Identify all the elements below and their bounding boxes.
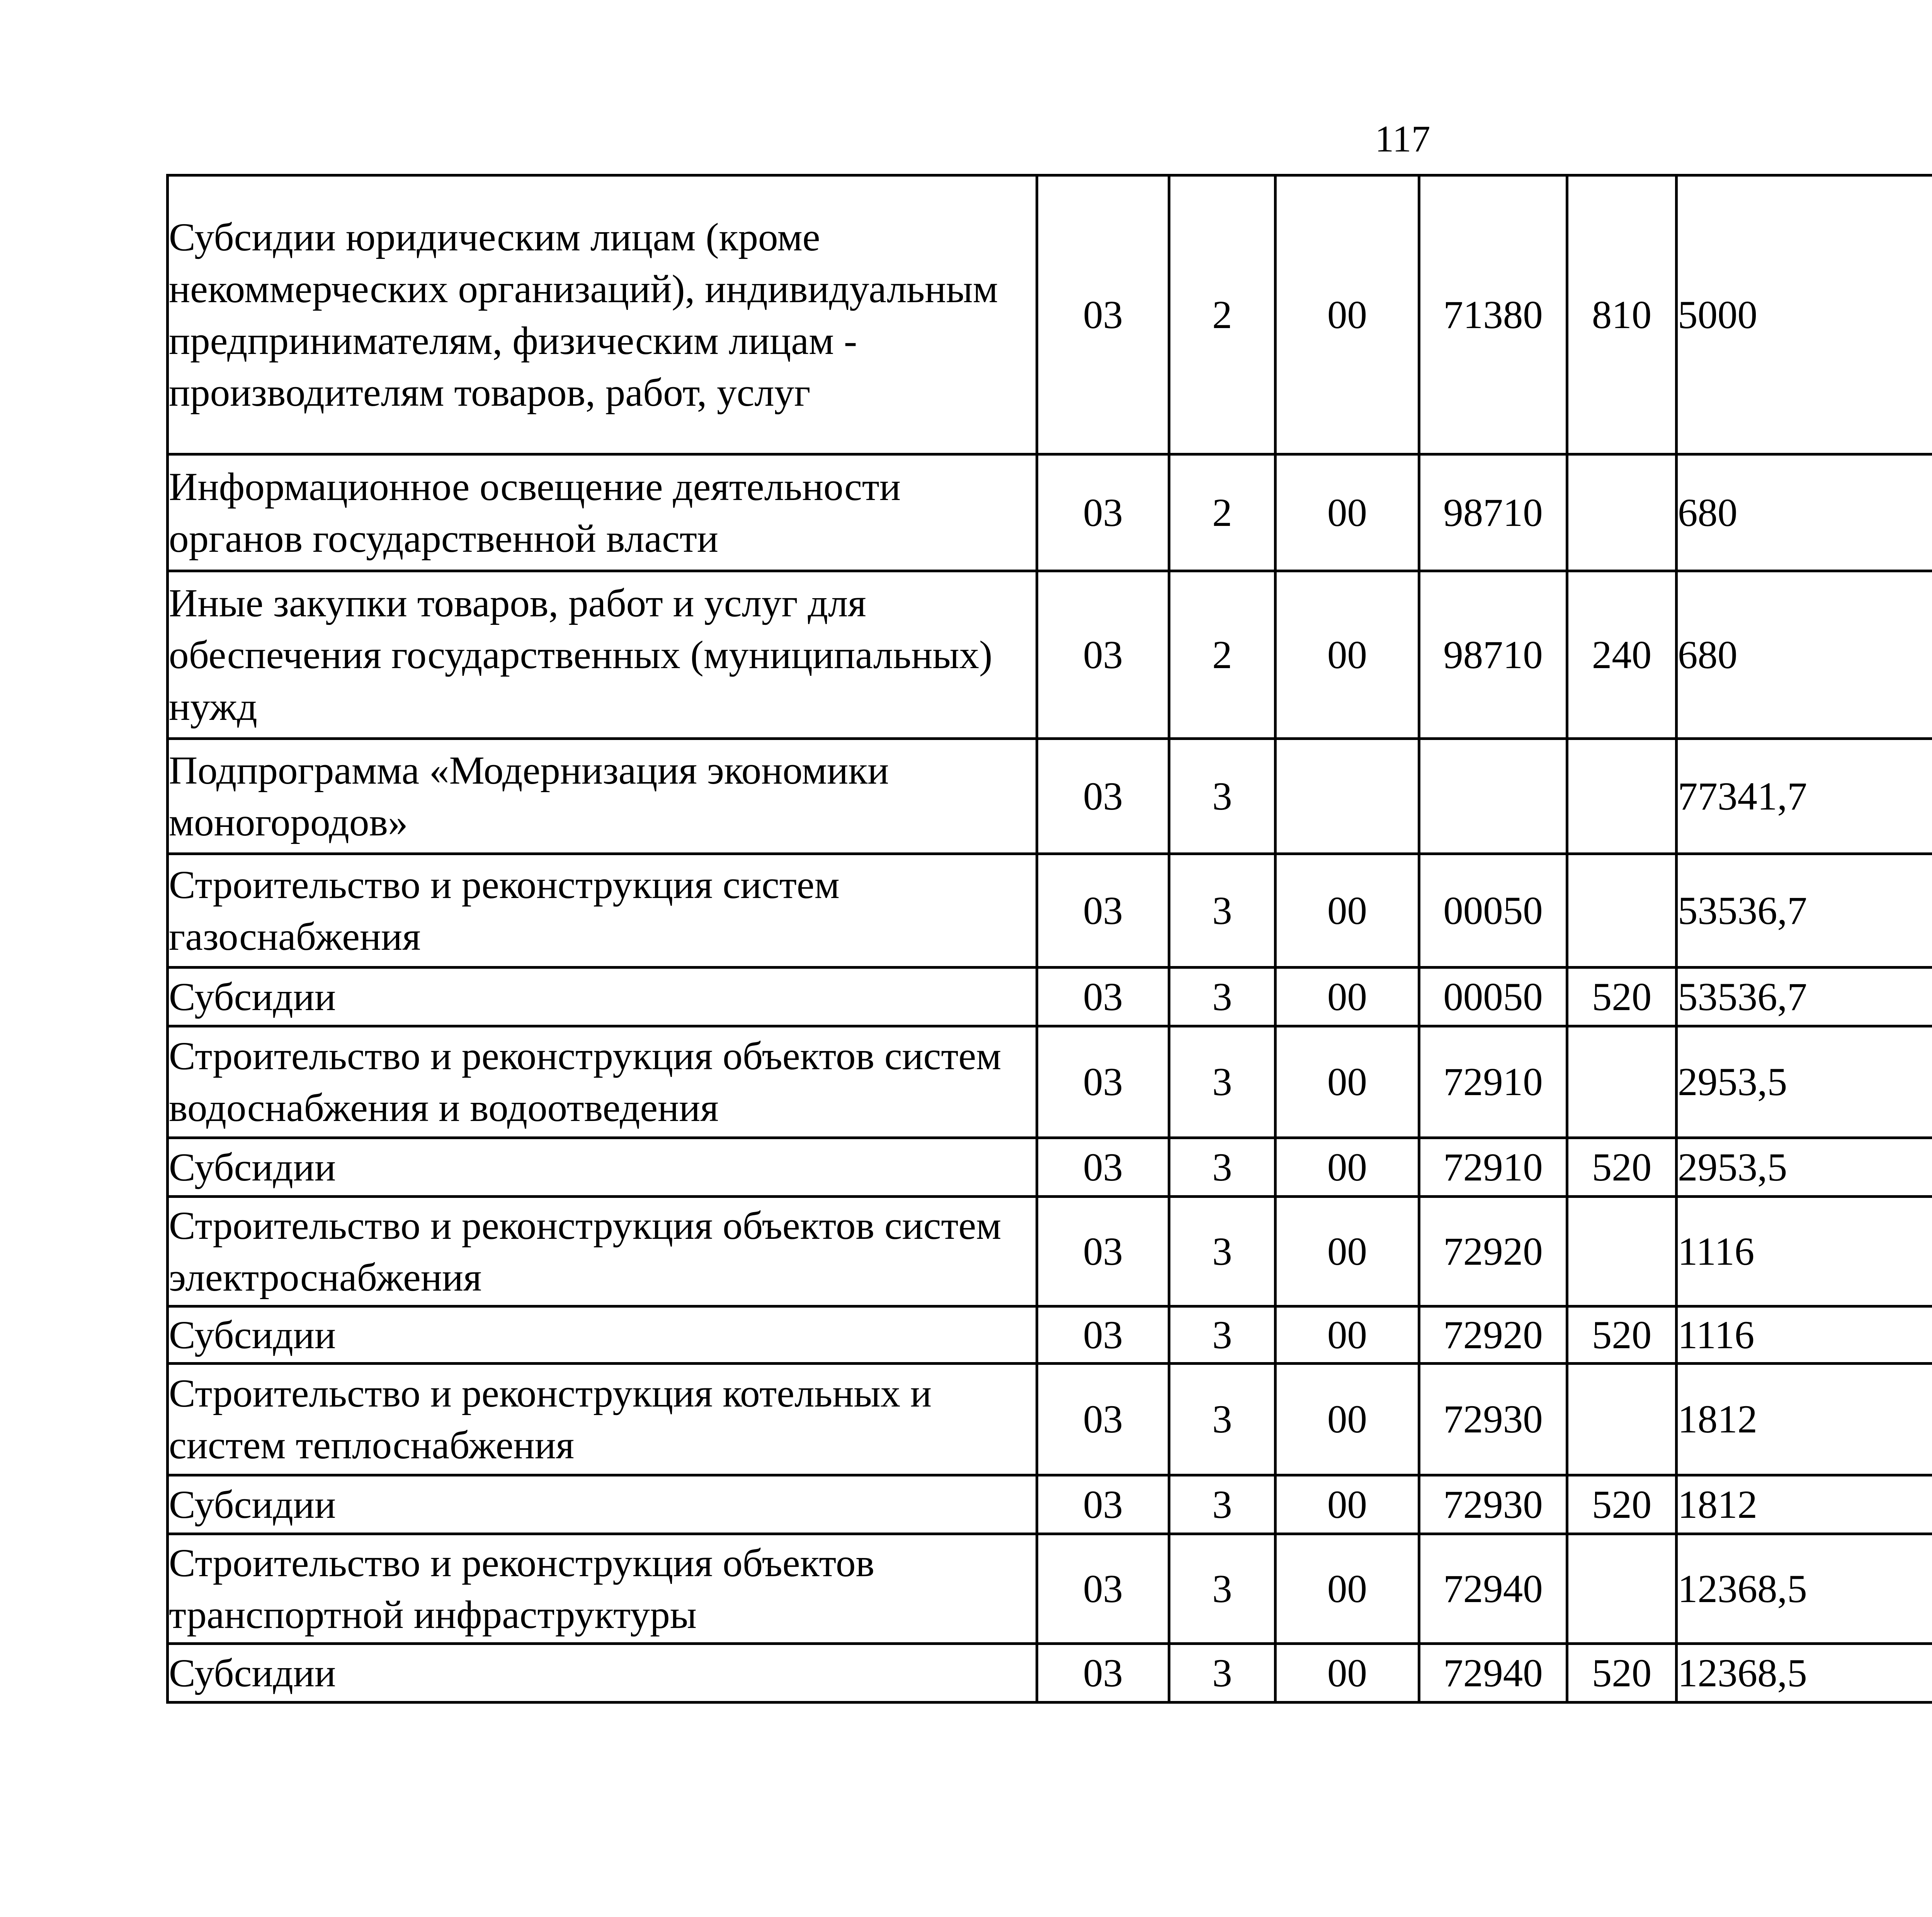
expense-type-code: 520 [1567, 968, 1677, 1026]
subprogram-code: 00 [1276, 1475, 1419, 1534]
direction-code: 71380 [1419, 175, 1567, 454]
program-code: 3 [1169, 1306, 1276, 1364]
table-row [168, 454, 1932, 571]
amount-year-1: 2953,5 [1677, 1026, 1932, 1138]
program-code: 3 [1169, 1364, 1276, 1475]
amount-year-1: 1116 [1677, 1197, 1932, 1306]
section-code: 03 [1037, 1475, 1169, 1534]
row-name: Строительство и реконструкция объектов систем водоснабжения и водоотведения [168, 1026, 1037, 1138]
subprogram-code: 00 [1276, 854, 1419, 968]
direction-code: 72910 [1419, 1138, 1567, 1197]
expense-type-code [1567, 1026, 1677, 1138]
subprogram-code [1276, 739, 1419, 854]
row-name: Субсидии [168, 1306, 1037, 1364]
table-row [168, 739, 1932, 854]
table-row [168, 1306, 1932, 1364]
section-code: 03 [1037, 1644, 1169, 1703]
section-code: 03 [1037, 1364, 1169, 1475]
row-name: Субсидии [168, 968, 1037, 1026]
direction-code: 72930 [1419, 1475, 1567, 1534]
amount-year-1: 12368,5 [1677, 1534, 1932, 1644]
program-code: 2 [1169, 454, 1276, 571]
row-name: Строительство и реконструкция систем газоснабжения [168, 854, 1037, 968]
program-code: 3 [1169, 968, 1276, 1026]
expense-type-code [1567, 1197, 1677, 1306]
program-code: 3 [1169, 1475, 1276, 1534]
subprogram-code: 00 [1276, 1644, 1419, 1703]
subprogram-code: 00 [1276, 175, 1419, 454]
subprogram-code: 00 [1276, 968, 1419, 1026]
direction-code: 98710 [1419, 571, 1567, 739]
expense-type-code: 520 [1567, 1138, 1677, 1197]
program-code: 3 [1169, 854, 1276, 968]
direction-code: 72930 [1419, 1364, 1567, 1475]
subprogram-code: 00 [1276, 1306, 1419, 1364]
program-code: 3 [1169, 1644, 1276, 1703]
expense-type-code: 520 [1567, 1475, 1677, 1534]
direction-code: 00050 [1419, 968, 1567, 1026]
direction-code: 98710 [1419, 454, 1567, 571]
expense-type-code [1567, 454, 1677, 571]
row-name: Субсидии юридическим лицам (кроме некоммерческих организаций), индивидуальным предпринимателям, физическим лицам - производителям товаров, работ, услуг [168, 175, 1037, 454]
row-name: Информационное освещение деятельности органов государственной власти [168, 454, 1037, 571]
row-name: Строительство и реконструкция объектов транспортной инфраструктуры [168, 1534, 1037, 1644]
row-name: Строительство и реконструкция объектов систем электроснабжения [168, 1197, 1037, 1306]
subprogram-code: 00 [1276, 454, 1419, 571]
amount-year-1: 2953,5 [1677, 1138, 1932, 1197]
expense-type-code [1567, 739, 1677, 854]
subprogram-code: 00 [1276, 1026, 1419, 1138]
program-code: 3 [1169, 1138, 1276, 1197]
subprogram-code: 00 [1276, 1364, 1419, 1475]
section-code: 03 [1037, 1197, 1169, 1306]
expense-type-code: 810 [1567, 175, 1677, 454]
section-code: 03 [1037, 854, 1169, 968]
expense-type-code: 240 [1567, 571, 1677, 739]
program-code: 3 [1169, 1197, 1276, 1306]
section-code: 03 [1037, 968, 1169, 1026]
section-code: 03 [1037, 571, 1169, 739]
expense-type-code [1567, 1364, 1677, 1475]
table-row [168, 1644, 1932, 1703]
program-code: 3 [1169, 1026, 1276, 1138]
program-code: 2 [1169, 175, 1276, 454]
amount-year-1: 77341,7 [1677, 739, 1932, 854]
section-code: 03 [1037, 454, 1169, 571]
subprogram-code: 00 [1276, 1197, 1419, 1306]
page-number: 117 [1375, 118, 1430, 160]
section-code: 03 [1037, 175, 1169, 454]
row-name: Иные закупки товаров, работ и услуг для обеспечения государственных (муниципальных) нужд [168, 571, 1037, 739]
amount-year-1: 680 [1677, 571, 1932, 739]
row-name: Субсидии [168, 1475, 1037, 1534]
row-name: Подпрограмма «Модернизация экономики моногородов» [168, 739, 1037, 854]
section-code: 03 [1037, 739, 1169, 854]
subprogram-code: 00 [1276, 1534, 1419, 1644]
row-name: Субсидии [168, 1644, 1037, 1703]
section-code: 03 [1037, 1026, 1169, 1138]
table-row [168, 1364, 1932, 1475]
program-code: 2 [1169, 571, 1276, 739]
subprogram-code: 00 [1276, 571, 1419, 739]
table-row [168, 1534, 1932, 1644]
expense-type-code: 520 [1567, 1306, 1677, 1364]
row-name: Субсидии [168, 1138, 1037, 1197]
table-row [168, 1138, 1932, 1197]
direction-code: 72920 [1419, 1197, 1567, 1306]
table-row [168, 571, 1932, 739]
table-row [168, 854, 1932, 968]
expense-type-code: 520 [1567, 1644, 1677, 1703]
amount-year-1: 1116 [1677, 1306, 1932, 1364]
budget-table [166, 174, 1932, 1704]
direction-code: 72910 [1419, 1026, 1567, 1138]
amount-year-1: 53536,7 [1677, 854, 1932, 968]
amount-year-1: 1812 [1677, 1475, 1932, 1534]
section-code: 03 [1037, 1306, 1169, 1364]
direction-code: 00050 [1419, 854, 1567, 968]
direction-code [1419, 739, 1567, 854]
amount-year-1: 680 [1677, 454, 1932, 571]
program-code: 3 [1169, 1534, 1276, 1644]
direction-code: 72940 [1419, 1644, 1567, 1703]
row-name: Строительство и реконструкция котельных и систем теплоснабжения [168, 1364, 1037, 1475]
amount-year-1: 53536,7 [1677, 968, 1932, 1026]
table-row [168, 1026, 1932, 1138]
direction-code: 72920 [1419, 1306, 1567, 1364]
program-code: 3 [1169, 739, 1276, 854]
section-code: 03 [1037, 1138, 1169, 1197]
expense-type-code [1567, 1534, 1677, 1644]
expense-type-code [1567, 854, 1677, 968]
amount-year-1: 12368,5 [1677, 1644, 1932, 1703]
direction-code: 72940 [1419, 1534, 1567, 1644]
amount-year-1: 5000 [1677, 175, 1932, 454]
subprogram-code: 00 [1276, 1138, 1419, 1197]
table-row [168, 1197, 1932, 1306]
table-row [168, 968, 1932, 1026]
amount-year-1: 1812 [1677, 1364, 1932, 1475]
table-row [168, 175, 1932, 454]
section-code: 03 [1037, 1534, 1169, 1644]
table-row [168, 1475, 1932, 1534]
